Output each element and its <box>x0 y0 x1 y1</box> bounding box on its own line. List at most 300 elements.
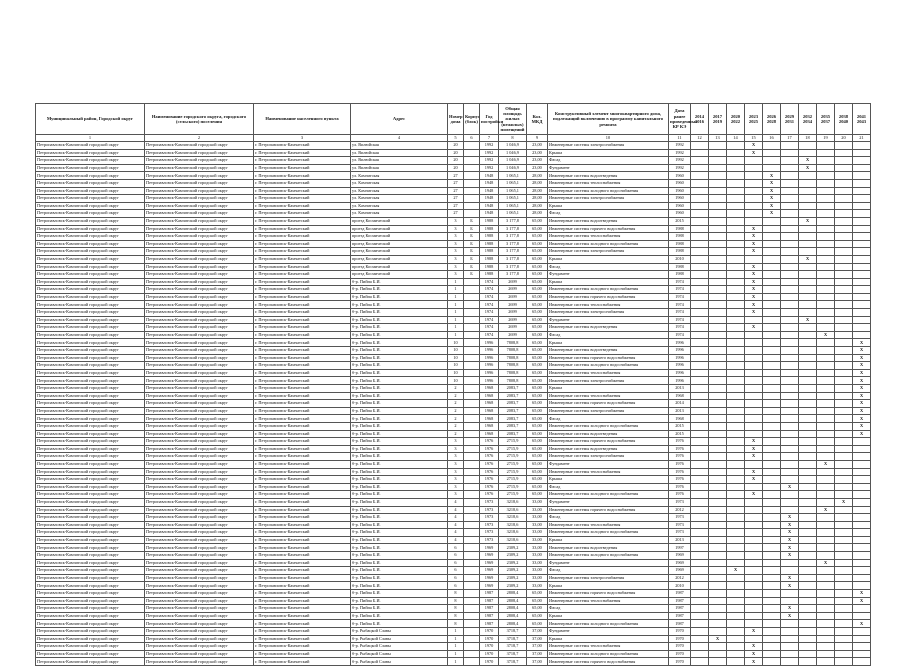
period-mark-cell <box>853 187 871 195</box>
table-cell: 1960 <box>669 172 691 180</box>
table-cell: 6 <box>448 559 464 567</box>
period-mark-cell <box>781 385 799 393</box>
period-mark-cell <box>727 415 745 423</box>
period-mark-cell <box>709 324 727 332</box>
table-cell: б-р. Пийпа Б.И. <box>351 422 448 430</box>
table-cell: 2715,9 <box>499 453 527 461</box>
column-header: Дата ранее проведенных КР КЭ <box>669 104 691 135</box>
table-cell: Петропавловск-Камчатский городской округ <box>145 430 254 438</box>
period-mark-cell: X <box>781 605 799 613</box>
table-cell: 1974 <box>480 293 499 301</box>
table-cell: Петропавловск-Камчатский городской округ <box>36 544 145 552</box>
table-cell: Петропавловск-Камчатский городской округ <box>145 157 254 165</box>
period-mark-cell <box>853 202 871 210</box>
table-cell: 28,00 <box>527 202 548 210</box>
period-mark-cell <box>709 460 727 468</box>
table-cell: б-р. Пийпа Б.И. <box>351 612 448 620</box>
table-cell: 1 046,9 <box>499 149 527 157</box>
period-mark-cell <box>817 628 835 636</box>
period-mark-cell: X <box>745 271 763 279</box>
period-mark-cell <box>799 286 817 294</box>
table-cell: г. Петропавловск-Камчатский <box>254 369 351 377</box>
table-cell: Петропавловск-Камчатский городской округ <box>145 650 254 658</box>
period-mark-cell <box>709 650 727 658</box>
table-cell: б-р. Пийпа Б.И. <box>351 324 448 332</box>
period-mark-cell <box>799 385 817 393</box>
table-row <box>36 316 871 324</box>
table-cell: г. Петропавловск-Камчатский <box>254 362 351 370</box>
table-cell: Петропавловск-Камчатский городской округ <box>36 567 145 575</box>
table-cell: Инженерные системы теплоснабжения <box>548 179 669 187</box>
period-mark-cell: X <box>745 468 763 476</box>
table-cell: Крыша <box>548 536 669 544</box>
period-mark-cell <box>799 324 817 332</box>
period-mark-cell <box>709 347 727 355</box>
period-mark-cell <box>853 514 871 522</box>
table-cell: Петропавловск-Камчатский городской округ <box>36 529 145 537</box>
period-mark-cell <box>727 658 745 666</box>
table-cell: 27 <box>448 172 464 180</box>
period-mark-cell <box>781 278 799 286</box>
table-cell: Инженерные системы горячего водоснабжения <box>548 293 669 301</box>
table-cell: 1988 <box>480 263 499 271</box>
period-mark-cell <box>835 453 853 461</box>
period-mark-cell <box>709 179 727 187</box>
table-cell: 1988 <box>480 240 499 248</box>
period-mark-cell <box>691 658 709 666</box>
table-cell: б-р. Пийпа Б.И. <box>351 544 448 552</box>
table-cell: б-р. Пийпа Б.И. <box>351 536 448 544</box>
period-mark-cell <box>835 233 853 241</box>
period-mark-cell <box>727 635 745 643</box>
table-cell: Б <box>464 240 480 248</box>
period-mark-cell <box>799 498 817 506</box>
table-cell: 2699 <box>499 301 527 309</box>
table-row <box>36 369 871 377</box>
table-cell: 1974 <box>480 286 499 294</box>
period-mark-cell <box>781 430 799 438</box>
period-mark-cell <box>709 309 727 317</box>
period-mark-cell <box>727 605 745 613</box>
table-cell: Петропавловск-Камчатский городской округ <box>145 347 254 355</box>
period-mark-cell <box>853 506 871 514</box>
period-mark-cell: X <box>745 445 763 453</box>
period-mark-cell <box>781 179 799 187</box>
table-cell: Петропавловск-Камчатский городской округ <box>145 544 254 552</box>
period-mark-cell <box>763 248 781 256</box>
period-mark-cell <box>799 590 817 598</box>
table-row <box>36 438 871 446</box>
table-cell: 2015 <box>669 430 691 438</box>
period-mark-cell <box>745 521 763 529</box>
table-row <box>36 362 871 370</box>
table-row <box>36 354 871 362</box>
period-mark-cell <box>709 240 727 248</box>
table-cell: Б <box>464 233 480 241</box>
period-mark-cell <box>781 225 799 233</box>
table-cell: 8 <box>448 590 464 598</box>
period-mark-cell <box>799 536 817 544</box>
table-cell: Петропавловск-Камчатский городской округ <box>36 483 145 491</box>
table-cell: Крыша <box>548 339 669 347</box>
table-row <box>36 415 871 423</box>
period-mark-cell <box>781 438 799 446</box>
table-cell: 65,00 <box>527 248 548 256</box>
period-mark-cell <box>781 271 799 279</box>
period-mark-cell: X <box>745 263 763 271</box>
period-mark-cell <box>799 635 817 643</box>
period-mark-cell <box>781 339 799 347</box>
period-mark-cell <box>835 172 853 180</box>
table-cell: 2015 <box>669 217 691 225</box>
table-cell: б-р. Пийпа Б.И. <box>351 552 448 560</box>
table-cell: Инженерные системы электроснабжения <box>548 377 669 385</box>
table-cell: б-р. Пийпа Б.И. <box>351 301 448 309</box>
table-cell: 1968 <box>480 392 499 400</box>
table-cell: 2083,7 <box>499 430 527 438</box>
table-cell: 65,00 <box>527 271 548 279</box>
table-cell: г. Петропавловск-Камчатский <box>254 552 351 560</box>
period-mark-cell <box>853 286 871 294</box>
table-cell: 65,00 <box>527 597 548 605</box>
table-cell: Петропавловск-Камчатский городской округ <box>36 293 145 301</box>
table-cell: г. Петропавловск-Камчатский <box>254 217 351 225</box>
table-cell: 1987 <box>480 620 499 628</box>
table-cell: 1996 <box>669 339 691 347</box>
table-cell: г. Петропавловск-Камчатский <box>254 597 351 605</box>
table-cell: Петропавловск-Камчатский городской округ <box>36 445 145 453</box>
table-cell: 3 177,8 <box>499 225 527 233</box>
table-cell: б-р. Пийпа Б.И. <box>351 347 448 355</box>
period-mark-cell <box>835 438 853 446</box>
period-mark-cell <box>727 521 745 529</box>
period-mark-cell <box>835 559 853 567</box>
table-cell: 3 <box>448 263 464 271</box>
period-mark-cell <box>799 271 817 279</box>
period-mark-cell <box>817 233 835 241</box>
program-table <box>35 103 871 666</box>
period-mark-cell <box>835 521 853 529</box>
period-mark-cell <box>763 605 781 613</box>
table-cell: 1996 <box>480 377 499 385</box>
table-cell: 3 <box>448 460 464 468</box>
period-mark-cell <box>709 392 727 400</box>
table-cell: 37,00 <box>527 658 548 666</box>
period-mark-cell <box>745 605 763 613</box>
period-mark-cell <box>763 392 781 400</box>
table-cell: г. Петропавловск-Камчатский <box>254 278 351 286</box>
table-cell: б-р. Пийпа Б.И. <box>351 453 448 461</box>
table-cell <box>464 142 480 150</box>
period-mark-cell <box>727 529 745 537</box>
period-mark-cell <box>763 385 781 393</box>
period-mark-cell <box>799 225 817 233</box>
period-mark-cell <box>781 142 799 150</box>
table-cell: 65,00 <box>527 278 548 286</box>
table-cell: б-р. Пийпа Б.И. <box>351 293 448 301</box>
period-mark-cell <box>835 392 853 400</box>
table-cell: 1 065,1 <box>499 172 527 180</box>
table-cell: Инженерные системы теплоснабжения <box>548 643 669 651</box>
table-cell: Инженерные системы холодного водоснабжения <box>548 529 669 537</box>
period-mark-cell <box>745 597 763 605</box>
table-cell: ул. Камчатская <box>351 202 448 210</box>
period-mark-cell <box>781 468 799 476</box>
table-cell: 1960 <box>669 187 691 195</box>
table-cell: б-р. Пийпа Б.И. <box>351 498 448 506</box>
table-cell <box>464 483 480 491</box>
period-mark-cell <box>781 263 799 271</box>
period-mark-cell: X <box>781 612 799 620</box>
period-mark-cell <box>817 164 835 172</box>
period-mark-cell <box>745 339 763 347</box>
period-mark-cell <box>817 248 835 256</box>
period-mark-cell <box>745 620 763 628</box>
period-mark-cell <box>781 187 799 195</box>
table-cell: 2699 <box>499 286 527 294</box>
table-row <box>36 248 871 256</box>
period-mark-cell <box>709 597 727 605</box>
table-cell: 4 <box>448 521 464 529</box>
period-mark-cell <box>817 658 835 666</box>
table-cell: 4 <box>448 529 464 537</box>
period-mark-cell <box>799 506 817 514</box>
table-cell: г. Петропавловск-Камчатский <box>254 658 351 666</box>
column-header: Наименование населенного пункта <box>254 104 351 135</box>
period-mark-cell: X <box>799 157 817 165</box>
period-mark-cell <box>817 635 835 643</box>
period-mark-cell <box>763 278 781 286</box>
period-mark-cell: X <box>763 179 781 187</box>
table-cell: Петропавловск-Камчатский городской округ <box>36 187 145 195</box>
table-cell: Петропавловск-Камчатский городской округ <box>145 392 254 400</box>
table-cell: Петропавловск-Камчатский городской округ <box>145 415 254 423</box>
period-mark-cell <box>709 590 727 598</box>
table-cell: б-р. Пийпа Б.И. <box>351 407 448 415</box>
period-mark-cell <box>853 324 871 332</box>
table-cell: Петропавловск-Камчатский городской округ <box>145 628 254 636</box>
period-mark-cell <box>727 445 745 453</box>
table-cell: 1 065,1 <box>499 195 527 203</box>
table-cell: Петропавловск-Камчатский городской округ <box>145 339 254 347</box>
period-mark-cell <box>709 172 727 180</box>
period-mark-cell <box>691 567 709 575</box>
table-cell <box>464 187 480 195</box>
period-mark-cell <box>763 142 781 150</box>
table-cell: 4 <box>448 498 464 506</box>
table-cell: проезд Космический <box>351 233 448 241</box>
table-cell: Петропавловск-Камчатский городской округ <box>36 552 145 560</box>
table-cell: 1987 <box>669 605 691 613</box>
table-cell: 2808,4 <box>499 612 527 620</box>
period-mark-cell <box>763 476 781 484</box>
period-mark-cell <box>817 225 835 233</box>
table-cell: 1969 <box>480 559 499 567</box>
period-mark-cell <box>835 582 853 590</box>
table-cell: 4 <box>448 514 464 522</box>
table-cell: Петропавловск-Камчатский городской округ <box>36 217 145 225</box>
table-cell: г. Петропавловск-Камчатский <box>254 612 351 620</box>
period-mark-cell <box>745 255 763 263</box>
period-mark-cell <box>835 567 853 575</box>
table-cell: г. Петропавловск-Камчатский <box>254 187 351 195</box>
table-cell: Петропавловск-Камчатский городской округ <box>145 529 254 537</box>
table-cell: 65,00 <box>527 377 548 385</box>
period-mark-cell <box>817 514 835 522</box>
table-cell: 2014 <box>669 400 691 408</box>
table-cell: г. Петропавловск-Камчатский <box>254 210 351 218</box>
table-cell: 2808,4 <box>499 605 527 613</box>
period-mark-cell <box>763 309 781 317</box>
table-cell: 1 <box>448 628 464 636</box>
table-cell: 1968 <box>480 385 499 393</box>
period-mark-cell <box>853 263 871 271</box>
period-mark-cell <box>835 544 853 552</box>
table-cell: 1974 <box>480 324 499 332</box>
table-cell: Петропавловск-Камчатский городской округ <box>36 635 145 643</box>
period-mark-cell <box>799 293 817 301</box>
column-header: Общая площадь жилых (нежилых) помещений <box>499 104 527 135</box>
table-cell: 3 <box>448 468 464 476</box>
period-mark-cell <box>745 407 763 415</box>
period-mark-cell <box>781 301 799 309</box>
period-mark-cell <box>781 202 799 210</box>
period-mark-cell <box>763 415 781 423</box>
table-cell: 65,00 <box>527 339 548 347</box>
table-cell: 1 <box>448 635 464 643</box>
table-cell: 65,00 <box>527 240 548 248</box>
table-cell: Петропавловск-Камчатский городской округ <box>145 301 254 309</box>
table-cell: Петропавловск-Камчатский городской округ <box>36 415 145 423</box>
table-cell: 1987 <box>669 620 691 628</box>
period-mark-cell <box>781 309 799 317</box>
period-mark-cell <box>691 369 709 377</box>
table-cell: 1969 <box>480 552 499 560</box>
table-cell: 3 <box>448 225 464 233</box>
period-mark-cell <box>817 240 835 248</box>
table-cell: 1 <box>448 331 464 339</box>
period-mark-cell: X <box>745 301 763 309</box>
table-cell: Петропавловск-Камчатский городской округ <box>36 309 145 317</box>
table-cell: 1969 <box>480 582 499 590</box>
period-mark-cell <box>727 233 745 241</box>
table-cell: 27 <box>448 187 464 195</box>
table-cell: Петропавловск-Камчатский городской округ <box>145 422 254 430</box>
table-cell: 1948 <box>480 202 499 210</box>
period-mark-cell <box>763 354 781 362</box>
table-cell <box>464 506 480 514</box>
period-mark-cell <box>691 650 709 658</box>
table-cell: Петропавловск-Камчатский городской округ <box>36 643 145 651</box>
period-mark-cell <box>799 650 817 658</box>
period-mark-cell <box>691 628 709 636</box>
period-mark-cell <box>727 316 745 324</box>
period-mark-cell <box>835 468 853 476</box>
table-cell: Инженерные системы горячего водоснабжения <box>548 658 669 666</box>
period-mark-cell <box>709 559 727 567</box>
table-row <box>36 347 871 355</box>
table-cell: ул. Вилюйская <box>351 142 448 150</box>
period-mark-cell <box>799 612 817 620</box>
period-mark-cell <box>799 339 817 347</box>
table-cell: 28,00 <box>527 195 548 203</box>
period-mark-cell <box>727 354 745 362</box>
table-cell: 1992 <box>669 142 691 150</box>
column-number: 18 <box>799 135 817 142</box>
period-mark-cell: X <box>745 453 763 461</box>
period-mark-cell <box>835 248 853 256</box>
period-mark-cell <box>817 278 835 286</box>
table-cell: 65,00 <box>527 225 548 233</box>
period-mark-cell <box>691 544 709 552</box>
table-cell: Петропавловск-Камчатский городской округ <box>145 491 254 499</box>
table-cell <box>464 445 480 453</box>
period-mark-cell: X <box>781 544 799 552</box>
table-cell <box>464 179 480 187</box>
table-cell: 1988 <box>669 233 691 241</box>
table-row <box>36 559 871 567</box>
table-cell: 65,00 <box>527 392 548 400</box>
period-mark-cell <box>781 316 799 324</box>
period-mark-cell <box>799 628 817 636</box>
period-mark-cell <box>727 628 745 636</box>
period-mark-cell <box>727 544 745 552</box>
period-mark-cell <box>727 407 745 415</box>
table-cell: г. Петропавловск-Камчатский <box>254 149 351 157</box>
period-mark-cell <box>835 339 853 347</box>
period-mark-cell <box>745 157 763 165</box>
table-cell: Петропавловск-Камчатский городской округ <box>36 354 145 362</box>
table-cell: Петропавловск-Камчатский городской округ <box>36 506 145 514</box>
table-cell: Петропавловск-Камчатский городской округ <box>145 255 254 263</box>
table-cell <box>464 438 480 446</box>
table-cell: Петропавловск-Камчатский городской округ <box>36 498 145 506</box>
period-mark-cell <box>817 271 835 279</box>
period-mark-cell <box>691 582 709 590</box>
table-cell: 1 065,1 <box>499 202 527 210</box>
table-row <box>36 187 871 195</box>
table-cell: 23,00 <box>527 157 548 165</box>
table-cell: 1987 <box>669 597 691 605</box>
table-cell: 2 <box>448 385 464 393</box>
table-cell: Петропавловск-Камчатский городской округ <box>145 263 254 271</box>
period-mark-cell <box>853 240 871 248</box>
table-cell: Петропавловск-Камчатский городской округ <box>36 324 145 332</box>
table-cell: Петропавловск-Камчатский городской округ <box>36 301 145 309</box>
table-cell: г. Петропавловск-Камчатский <box>254 430 351 438</box>
table-row <box>36 255 871 263</box>
period-mark-cell: X <box>799 316 817 324</box>
period-mark-cell <box>817 369 835 377</box>
period-mark-cell <box>745 331 763 339</box>
period-mark-cell <box>709 263 727 271</box>
table-cell: г. Петропавловск-Камчатский <box>254 286 351 294</box>
period-mark-cell <box>745 544 763 552</box>
period-mark-cell <box>817 582 835 590</box>
table-cell: б-р. Пийпа Б.И. <box>351 567 448 575</box>
period-mark-cell <box>835 263 853 271</box>
column-number: 3 <box>254 135 351 142</box>
table-cell: 2808,4 <box>499 590 527 598</box>
table-cell: 28,00 <box>527 172 548 180</box>
period-mark-cell <box>799 491 817 499</box>
table-cell: Петропавловск-Камчатский городской округ <box>36 392 145 400</box>
table-cell: г. Петропавловск-Камчатский <box>254 445 351 453</box>
table-row <box>36 460 871 468</box>
period-mark-cell <box>853 491 871 499</box>
table-cell <box>464 430 480 438</box>
period-mark-cell <box>691 172 709 180</box>
